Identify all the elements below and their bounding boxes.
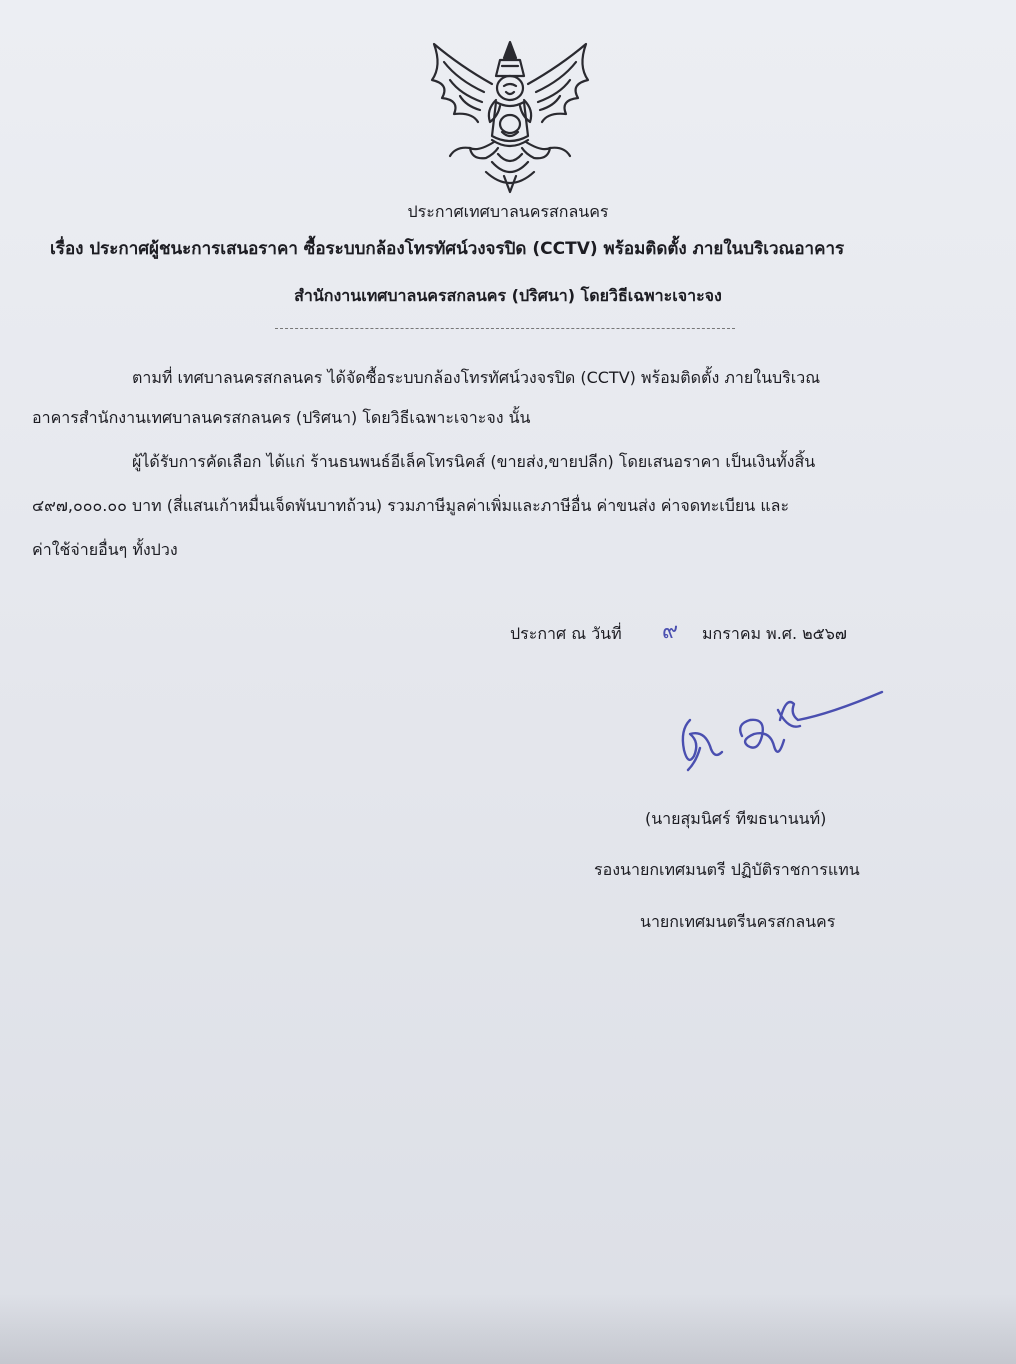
subject-line-1: เรื่อง ประกาศผู้ชนะการเสนอราคา ซื้อระบบกล้องโทรทัศน์วงจรปิด (CCTV) พร้อมติดตั้ง ภายในบริเวณอาคาร <box>50 239 845 259</box>
announcement-title: ประกาศเทศบาลนครสกลนคร <box>407 202 609 221</box>
divider <box>275 328 735 329</box>
signer-name: (นายสุมนิศร์ ทีฆธนานนท์) <box>645 809 827 828</box>
signer-position-2: นายกเทศมนตรีนครสกลนคร <box>640 912 836 931</box>
page-shadow <box>0 1294 1016 1364</box>
date-prefix: ประกาศ ณ วันที่ <box>510 624 622 643</box>
paragraph-2-line-3: ค่าใช้จ่ายอื่นๆ ทั้งปวง <box>32 540 178 559</box>
paragraph-1-line-1: ตามที่ เทศบาลนครสกลนคร ได้จัดซื้อระบบกล้องโทรทัศน์วงจรปิด (CCTV) พร้อมติดตั้ง ภายในบริเวณ <box>132 368 821 387</box>
date-suffix: มกราคม พ.ศ. ๒๕๖๗ <box>702 624 847 643</box>
signer-position-1: รองนายกเทศมนตรี ปฏิบัติราชการแทน <box>594 860 860 879</box>
paragraph-2-line-2: ๔๙๗,๐๐๐.๐๐ บาท (สี่แสนเก้าหมื่นเจ็ดพันบาทถ้วน) รวมภาษีมูลค่าเพิ่มและภาษีอื่น ค่าขนส่ง ค่าจดทะเบียน และ <box>32 496 790 515</box>
handwritten-signature-icon <box>670 690 890 780</box>
paragraph-1-line-2: อาคารสำนักงานเทศบาลนครสกลนคร (ปริศนา) โดยวิธีเฉพาะเจาะจง นั้น <box>32 408 531 427</box>
garuda-emblem-icon <box>420 36 600 198</box>
paragraph-2-line-1: ผู้ได้รับการคัดเลือก ได้แก่ ร้านธนพนธ์อีเล็คโทรนิคส์ (ขายส่ง,ขายปลีก) โดยเสนอราคา เป็นเงินทั้งสิ้น <box>132 452 816 471</box>
handwritten-day: ๙ <box>662 619 679 644</box>
subject-line-2: สำนักงานเทศบาลนครสกลนคร (ปริศนา) โดยวิธีเฉพาะเจาะจง <box>294 286 722 305</box>
